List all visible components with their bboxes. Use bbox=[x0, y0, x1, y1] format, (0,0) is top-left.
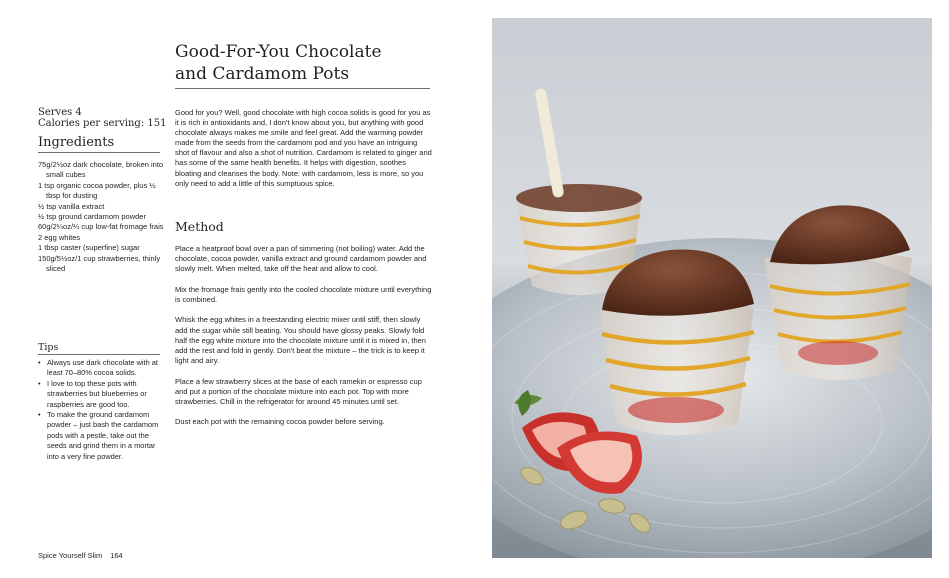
chocolate-pots-photo bbox=[492, 18, 932, 558]
tips-divider bbox=[38, 354, 160, 355]
method-step: Place a few strawberry slices at the base of each ramekin or espresso cup and put a portion of the chocolate mixture into each pot. Top with more strawberries. Chill in the refrigerator for around 45 minutes until set. bbox=[175, 376, 422, 406]
ingredient-item: 2 egg whites bbox=[38, 232, 81, 242]
tips-list bbox=[38, 358, 162, 462]
front-glass bbox=[600, 249, 754, 435]
ingredient-item: 75g/2½oz dark chocolate, broken into small cubes bbox=[38, 160, 164, 180]
method-step: Whisk the egg whites in a freestanding electric mixer until stiff, then slowly add the sugar while still beating. You should have glossy peaks. Slowly fold half the egg white mixture into the chocolate mixture until it is mixed in, then add the rest and fold in gently. Don't beat the mixture – the trick is to keep it light and airy. bbox=[175, 315, 426, 366]
recipe-title-line: and Cardamom Pots bbox=[175, 64, 350, 84]
page-footer bbox=[38, 551, 123, 561]
recipe-title-line: Good-For-You Chocolate bbox=[175, 42, 382, 62]
tip-text: Always use dark chocolate with at least 70–80% cocoa solids. bbox=[47, 358, 158, 378]
tip-text: To make the ground cardamom powder – just bash the cardamom pods with a pestle, take out the seeds and grind them in a mortar into a very fine powder. bbox=[47, 410, 159, 461]
tip-text: I love to top these pots with strawberries but blueberries or raspberries are good too. bbox=[47, 378, 147, 409]
ingredients-divider bbox=[38, 152, 160, 153]
method-step: Place a heatproof bowl over a pan of simmering (not boiling) water. Add the chocolate, cocoa powder, vanilla extract and ground cardamom powder and slowly melt. When melted, take off the heat and allow to cool. bbox=[175, 244, 427, 274]
page-number: 164 bbox=[110, 551, 123, 560]
ingredient-item: 150g/5½oz/1 cup strawberries, thinly sliced bbox=[38, 253, 161, 274]
calories-per-serving: Calories per serving: 151 bbox=[38, 118, 167, 129]
ingredients-heading: Ingredients bbox=[38, 135, 115, 150]
tip-item bbox=[38, 410, 162, 462]
bullet-icon: • bbox=[38, 378, 41, 388]
book-title: Spice Yourself Slim bbox=[38, 551, 103, 560]
ingredients-list bbox=[38, 160, 164, 274]
ingredient-item: 60g/2¼oz/¼ cup low-fat fromage frais bbox=[38, 222, 164, 232]
title-divider bbox=[175, 88, 430, 89]
method-step: Mix the fromage frais gently into the cooled chocolate mixture until everything is combined. bbox=[175, 284, 432, 304]
bullet-icon: • bbox=[38, 410, 41, 420]
tips-heading: Tips bbox=[38, 342, 59, 353]
right-glass bbox=[764, 205, 912, 380]
ingredient-item: ½ tsp vanilla extract bbox=[38, 201, 105, 211]
ingredient-item: 1 tbsp caster (superfine) sugar bbox=[38, 243, 140, 253]
tip-item bbox=[38, 379, 162, 410]
recipe-title bbox=[175, 41, 430, 85]
recipe-photo bbox=[492, 18, 932, 558]
ingredient-item: 1 tsp organic cocoa powder, plus ½ tbsp for dusting bbox=[38, 180, 156, 201]
serves-count: Serves 4 bbox=[38, 107, 82, 118]
bullet-icon: • bbox=[38, 358, 41, 367]
method-step: Dust each pot with the remaining cocoa powder before serving. bbox=[175, 417, 385, 427]
serves-info bbox=[38, 107, 168, 129]
method-heading: Method bbox=[175, 219, 224, 234]
tip-item bbox=[38, 358, 162, 379]
recipe-intro: Good for you? Well, good chocolate with high cocoa solids is good for you as it is rich in antioxidants and, I don't know about you, but anything with good chocolate always makes me smile and feel great. Add the warming powder made from the seeds from the cardamom pod and you have an intriguing shot of flavour and also a shot of nutrition. Cardamom is related to ginger and has some of the same health benefits. It helps with digestion, soothes bloating and cleanses the body. Note: with cardamom, less is more, so you only need to add a little of this sumptuous spice. bbox=[175, 108, 432, 188]
ingredient-item: ½ tsp ground cardamom powder bbox=[38, 212, 146, 222]
method-steps bbox=[175, 244, 433, 438]
